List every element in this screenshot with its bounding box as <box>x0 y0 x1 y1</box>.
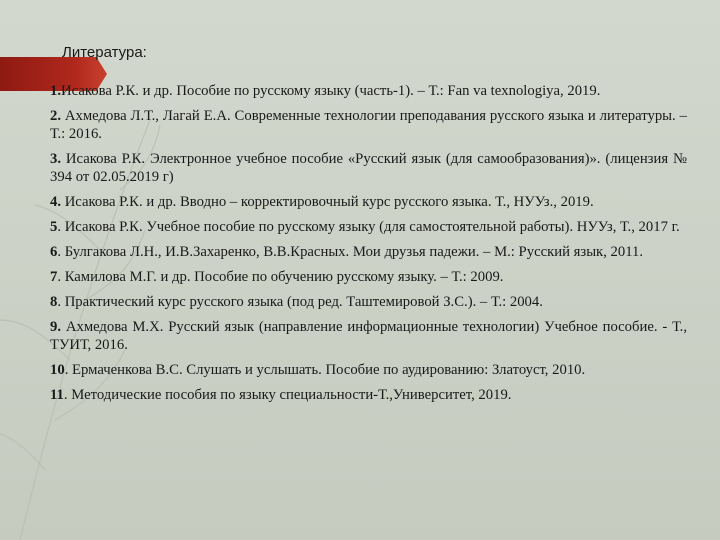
item-number: 8 <box>50 294 58 310</box>
item-number: 6 <box>50 244 58 260</box>
item-text: Ахмедова Л.Т., Лагай Е.А. Современные технологии преподавания русского языка и литературы. – Т.: 2016. <box>50 108 687 142</box>
item-text: Исакова Р.К. и др. Вводно – корректировочный курс русского языка. Т., НУУз., 2019. <box>61 194 594 210</box>
item-text: Ахмедова М.Х. Русский язык (направление информационные технологии) Учебное пособие. - Т., ТУИТ, 2016. <box>50 319 687 353</box>
list-item <box>50 386 687 404</box>
item-number: 7 <box>50 269 58 285</box>
list-item <box>50 293 687 311</box>
item-text: . Исакова Р.К. Учебное пособие по русскому языку (для самостоятельной работы). НУУз, Т., 2017 г. <box>57 219 680 235</box>
list-item <box>50 82 687 100</box>
list-item <box>50 318 687 354</box>
list-item <box>50 218 687 236</box>
item-number: 5 <box>50 219 58 235</box>
item-number: 11 <box>50 387 64 403</box>
item-text: . Камилова М.Г. и др. Пособие по обучению русскому языку. – Т.: 2009. <box>57 269 504 285</box>
page-title: Литература: <box>62 44 147 61</box>
list-item <box>50 243 687 261</box>
item-number: 3. <box>50 151 62 167</box>
list-item <box>50 193 687 211</box>
item-number: 1. <box>50 83 62 99</box>
item-number: 2. <box>50 108 62 124</box>
list-item <box>50 150 687 186</box>
reference-list <box>50 82 687 411</box>
item-text: . Ермаченкова В.С. Слушать и услышать. Пособие по аудированию: Златоуст, 2010. <box>64 362 586 378</box>
list-item <box>50 107 687 143</box>
item-text: Исакова Р.К. и др. Пособие по русскому языку (часть-1). – Т.: Fan va texnologiya, 2019. <box>61 83 601 99</box>
item-text: . Методические пособия по языку специальности-Т.,Университет, 2019. <box>63 387 512 403</box>
list-item <box>50 361 687 379</box>
item-text: Исакова Р.К. Электронное учебное пособие «Русский язык (для самообразования)». (лицензия № 394 от 02.05.2019 г) <box>50 151 687 185</box>
item-number: 4. <box>50 194 62 210</box>
list-item <box>50 268 687 286</box>
item-text: . Булгакова Л.Н., И.В.Захаренко, В.В.Красных. Мои друзья падежи. – М.: Русский язык, 2011. <box>57 244 644 260</box>
item-number: 9. <box>50 319 62 335</box>
item-text: . Практический курс русского языка (под ред. Таштемировой З.С.). – Т.: 2004. <box>57 294 543 310</box>
item-number: 10 <box>50 362 65 378</box>
